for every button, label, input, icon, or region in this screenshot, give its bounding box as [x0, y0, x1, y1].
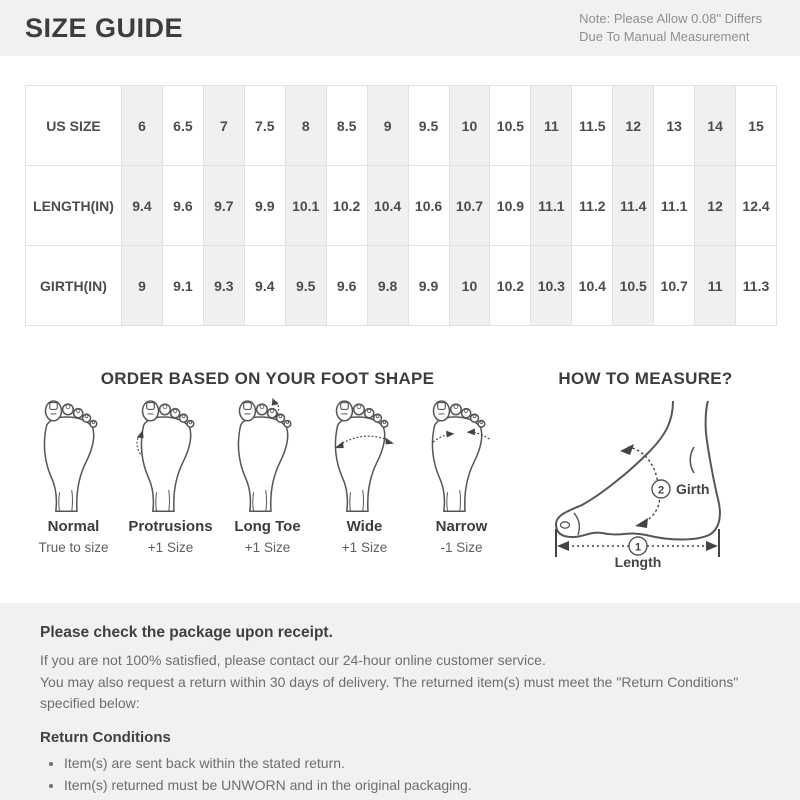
return-text-line1: If you are not 100% satisfied, please contact our 24-hour online customer service. — [40, 652, 546, 668]
size-table-cell: 10.9 — [490, 166, 531, 246]
size-table-cell: 9.6 — [162, 166, 203, 246]
size-table-cell: 12.4 — [736, 166, 777, 246]
foot-shape-name: Normal — [47, 518, 100, 535]
size-table-row-label: LENGTH(IN) — [26, 166, 122, 246]
size-table-cell: 10.7 — [654, 246, 695, 326]
foot-shape-advice: True to size — [38, 540, 109, 555]
size-table-cell: 11.1 — [654, 166, 695, 246]
foot-normal-illustration — [35, 398, 113, 512]
size-table-cell: 9.3 — [203, 246, 244, 326]
size-table-cell: 10 — [449, 246, 490, 326]
foot-shape-name: Long Toe — [234, 518, 301, 535]
size-table-cell: 9 — [122, 246, 163, 326]
measure-foot-illustration — [548, 395, 743, 570]
size-table-cell: 10.2 — [490, 246, 531, 326]
size-table-cell: 9 — [367, 86, 408, 166]
size-table-cell: 11.5 — [572, 86, 613, 166]
foot-shape-advice: -1 Size — [440, 540, 483, 555]
measurement-note-line2: Due To Manual Measurement — [579, 29, 750, 44]
size-table-cell: 10.4 — [367, 166, 408, 246]
girth-arrowhead-upper — [620, 444, 634, 455]
page-header — [0, 0, 800, 56]
size-table-cell: 7.5 — [244, 86, 285, 166]
size-table-cell: 15 — [736, 86, 777, 166]
return-text-line2: You may also request a return within 30 days of delivery. The returned item(s) must meet the "Return Conditions" specified below: — [40, 673, 739, 711]
size-table-row-label: GIRTH(IN) — [26, 246, 122, 326]
size-table-cell: 13 — [654, 86, 695, 166]
size-table-cell: 11.4 — [613, 166, 654, 246]
size-table-cell: 12 — [695, 166, 736, 246]
size-table-cell: 9.9 — [408, 246, 449, 326]
foot-narrow-illustration — [423, 398, 501, 512]
size-table-cell: 12 — [613, 86, 654, 166]
return-conditions-list — [40, 752, 760, 796]
foot-shape-advice: +1 Size — [147, 540, 194, 555]
measurement-note — [579, 10, 762, 46]
length-number: 1 — [634, 541, 642, 554]
size-table-cell: 9.1 — [162, 246, 203, 326]
foot-shape-item-narrow — [413, 398, 510, 555]
size-table-cell: 6.5 — [162, 86, 203, 166]
girth-label: Girth — [676, 481, 710, 497]
size-table-row — [26, 246, 777, 326]
size-table-cell: 11.1 — [531, 166, 572, 246]
package-check-heading: Please check the package upon receipt. — [40, 624, 333, 641]
girth-number: 2 — [657, 484, 665, 497]
foot-shape-advice: +1 Size — [341, 540, 388, 555]
foot-wide-illustration — [326, 398, 404, 512]
size-table-cell: 11 — [695, 246, 736, 326]
foot-shape-item-protrusions — [122, 398, 219, 555]
length-arrowhead-left — [557, 541, 569, 551]
measure-foot-outline — [556, 401, 720, 540]
foot-shape-item-long_toe — [219, 398, 316, 555]
size-table-row-label: US SIZE — [26, 86, 122, 166]
return-conditions-heading: Return Conditions — [40, 728, 171, 746]
foot-long_toe-illustration — [229, 398, 307, 512]
size-table-cell: 10.4 — [572, 246, 613, 326]
size-table-cell: 10.2 — [326, 166, 367, 246]
length-label: Length — [614, 554, 662, 570]
size-table-cell: 9.5 — [285, 246, 326, 326]
size-table-cell: 14 — [695, 86, 736, 166]
size-table-cell: 6 — [122, 86, 163, 166]
size-table-cell: 10.5 — [490, 86, 531, 166]
how-to-measure-heading: HOW TO MEASURE? — [558, 369, 733, 388]
size-table-cell: 7 — [203, 86, 244, 166]
foot-shape-heading: ORDER BASED ON YOUR FOOT SHAPE — [100, 369, 435, 388]
return-condition-item: • Item(s) returned must be UNWORN and in the original packaging. — [64, 774, 760, 796]
measure-diagram — [548, 395, 743, 570]
size-table-cell: 10.3 — [531, 246, 572, 326]
size-table-cell: 10.1 — [285, 166, 326, 246]
size-table-cell: 8.5 — [326, 86, 367, 166]
size-table-cell: 10.5 — [613, 246, 654, 326]
foot-shape-item-wide — [316, 398, 413, 555]
page-title: SIZE GUIDE — [25, 13, 184, 43]
size-table-cell: 9.5 — [408, 86, 449, 166]
foot-shape-row — [25, 398, 510, 555]
return-condition-item: • Item(s) are sent back within the stated return. — [64, 752, 760, 774]
size-table-cell: 9.9 — [244, 166, 285, 246]
size-table-cell: 9.4 — [244, 246, 285, 326]
foot-shape-advice: +1 Size — [244, 540, 291, 555]
size-table-cell: 11 — [531, 86, 572, 166]
size-table-cell: 9.6 — [326, 246, 367, 326]
size-table-cell: 10.6 — [408, 166, 449, 246]
return-policy-panel — [0, 603, 800, 800]
size-table — [25, 85, 777, 326]
size-table-cell: 10 — [449, 86, 490, 166]
size-table-row — [26, 86, 777, 166]
foot-shape-name: Wide — [346, 518, 383, 535]
size-table-cell: 9.4 — [122, 166, 163, 246]
foot-shape-name: Narrow — [435, 518, 488, 535]
size-table-cell: 9.8 — [367, 246, 408, 326]
size-table-cell: 9.7 — [203, 166, 244, 246]
size-table-cell: 11.3 — [736, 246, 777, 326]
size-table-cell: 8 — [285, 86, 326, 166]
size-table-row — [26, 166, 777, 246]
size-table-cell: 11.2 — [572, 166, 613, 246]
foot-shape-name: Protrusions — [128, 518, 213, 535]
size-table-cell: 10.7 — [449, 166, 490, 246]
foot-protrusions-illustration — [132, 398, 210, 512]
size-table-body — [26, 86, 777, 326]
length-arrowhead-right — [706, 541, 718, 551]
foot-shape-item-normal — [25, 398, 122, 555]
measurement-note-line1: Note: Please Allow 0.08" Differs — [579, 11, 762, 26]
